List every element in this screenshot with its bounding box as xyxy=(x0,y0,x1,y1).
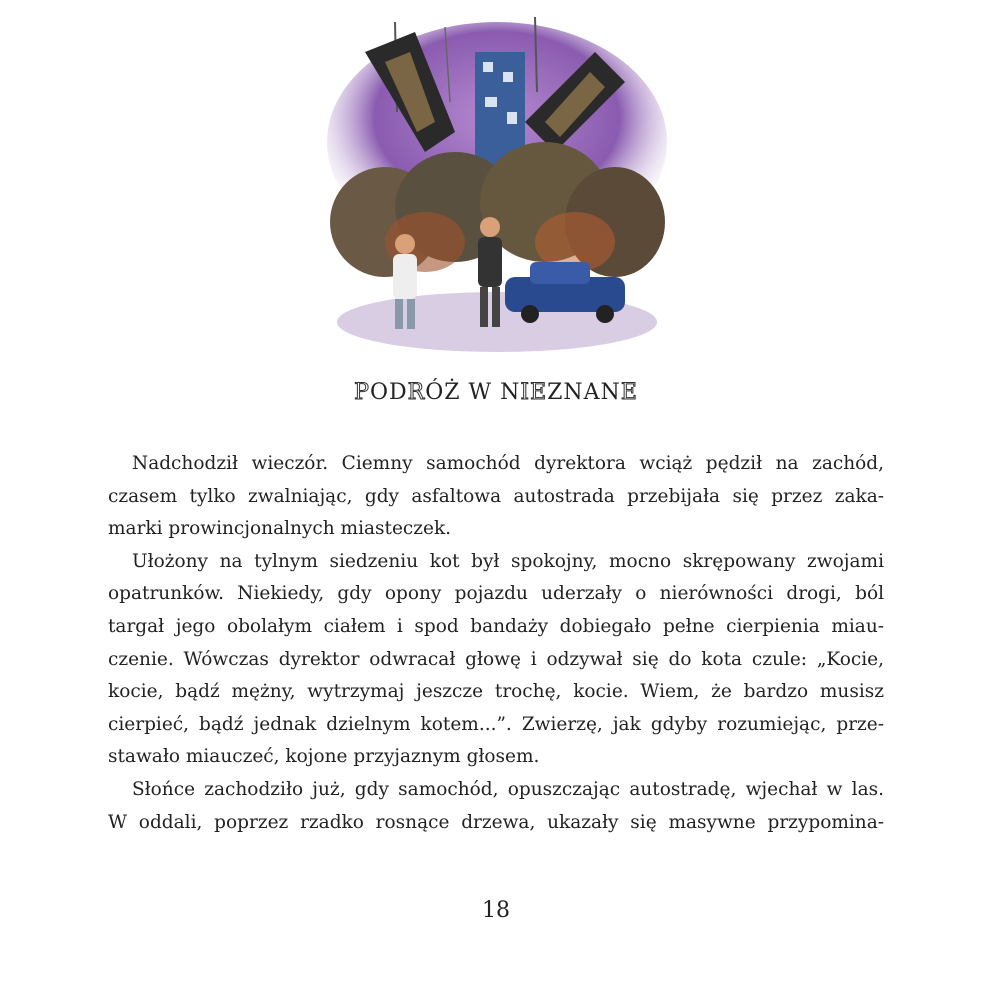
text-line: marki prowincjonalnych miasteczek. xyxy=(108,518,452,540)
text-line: czenie. Wówczas dyrektor odwracał głowę i odzywał się do kota czule: „Kocie, xyxy=(108,648,884,670)
body-text xyxy=(108,448,884,839)
text-line: Słońce zachodziło już, gdy samochód, opuszczając autostradę, wjechał w las. xyxy=(132,778,884,800)
chapter-title-part: IE xyxy=(520,380,548,405)
paragraph xyxy=(108,448,884,546)
chapter-title-part: R xyxy=(407,380,426,405)
text-line: cierpieć, bądź jednak dzielnym kotem...”. Zwierzę, jak gdyby rozumiejąc, prze- xyxy=(108,713,884,735)
text-line: kocie, bądź mężny, wytrzymaj jeszcze trochę, kocie. Wiem, że bardzo musisz xyxy=(108,681,884,703)
text-line: opatrunków. Niekiedy, gdy opony pojazdu uderzały o nierówności drogi, ból xyxy=(108,583,884,605)
text-line: czasem tylko zwalniając, gdy asfaltowa autostrada przebijała się przez zaka- xyxy=(108,485,884,507)
text-line: W oddali, poprzez rzadko rosnące drzewa, ukazały się masywne przypomina- xyxy=(108,811,884,833)
text-line: targał jego obolałym ciałem i spod bandaży dobiegało pełne cierpienia miau- xyxy=(108,615,884,637)
chapter-title-part: N xyxy=(500,380,521,405)
page-number: 18 xyxy=(482,898,510,923)
text-line: Ułożony na tylnym siedzeniu kot był spokojny, mocno skrępowany zwojami xyxy=(132,550,884,572)
text-line: stawało miauczeć, kojone przyjaznym głosem. xyxy=(108,746,540,768)
chapter-title-part: ÓŻ W xyxy=(425,380,501,405)
chapter-illustration xyxy=(325,12,670,360)
chapter-title-part: P xyxy=(354,380,370,405)
chapter-title-part: ZNAN xyxy=(547,380,621,405)
paragraph xyxy=(108,546,884,774)
paragraph xyxy=(108,774,884,839)
chapter-title-part: OD xyxy=(369,380,408,405)
chapter-title xyxy=(0,380,992,405)
chapter-title-part: E xyxy=(620,380,638,405)
city-illustration-icon xyxy=(325,12,670,360)
text-line: Nadchodził wieczór. Ciemny samochód dyrektora wciąż pędził na zachód, xyxy=(132,453,884,474)
